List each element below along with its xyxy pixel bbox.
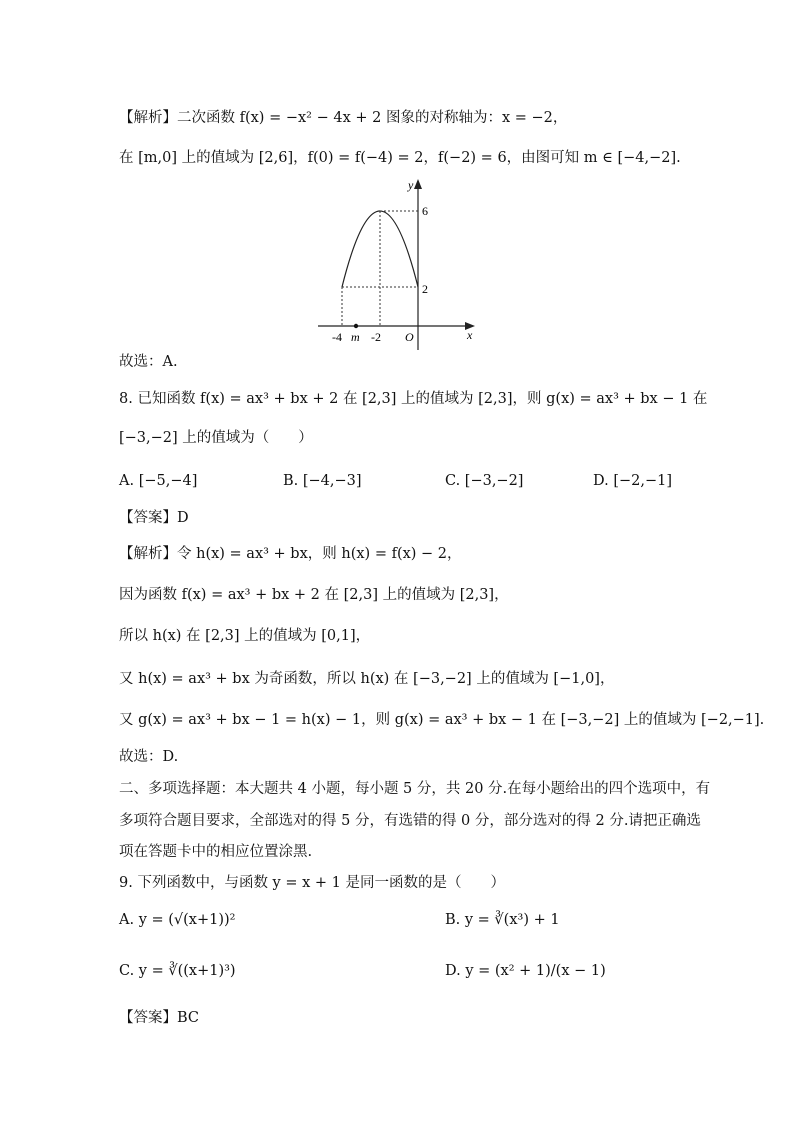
point-m [354,324,358,328]
q8-option-c: C. [−3,−2] [445,473,524,489]
parabola-graph [310,175,485,350]
q8-option-a: A. [−5,−4] [119,473,198,489]
q8-solution-1: 【解析】令 h(x) = ax³ + bx，则 h(x) = f(x) − 2， [119,546,462,562]
q9-answer: 【答案】BC [119,1010,200,1026]
origin-label: O [405,330,414,344]
solution-line-2: 在 [m,0] 上的值域为 [2,6]，f(0) = f(−4) = 2，f(−2) = 6，由图可知 m ∈ [−4,−2]. [119,150,681,166]
section-2-line-3: 项在答题卡中的相应位置涂黑. [119,844,313,860]
y-tick-2: 2 [422,282,428,296]
q9-option-d: D. y = (x² + 1)/(x − 1) [445,963,606,979]
q9-option-c: C. y = ∛((x+1)³) [119,963,236,979]
q8-option-d: D. [−2,−1] [593,473,672,489]
q8-solution-6: 故选：D. [119,749,179,765]
section-2-line-1: 二、多项选择题：本大题共 4 小题，每小题 5 分，共 20 分.在每小题给出的四个选项中，有 [119,781,711,797]
x-tick-m: m [351,330,360,344]
section-2-line-2: 多项符合题目要求，全部选对的得 5 分，有选错的得 0 分，部分选对的得 2 分.请把正确选 [119,813,701,829]
x-axis-label: x [467,328,473,342]
question-8-line-1: 8. 已知函数 f(x) = ax³ + bx + 2 在 [2,3] 上的值域为 [2,3]，则 g(x) = ax³ + bx − 1 在 [119,391,708,407]
question-8-line-2: [−3,−2] 上的值域为（ ） [119,430,313,446]
question-9: 9. 下列函数中，与函数 y = x + 1 是同一函数的是（ ） [119,875,505,891]
solution-line-1: 【解析】二次函数 f(x) = −x² − 4x + 2 图象的对称轴为：x = −2， [119,110,568,126]
y-axis-arrow [414,179,422,189]
q8-solution-3: 所以 h(x) 在 [2,3] 上的值域为 [0,1]， [119,628,371,644]
x-tick--4: -4 [332,330,342,344]
q8-solution-5: 又 g(x) = ax³ + bx − 1 = h(x) − 1，则 g(x) = ax³ + bx − 1 在 [−3,−2] 上的值域为 [−2,−1]. [119,712,765,728]
q8-option-b: B. [−4,−3] [283,473,362,489]
q8-solution-2: 因为函数 f(x) = ax³ + bx + 2 在 [2,3] 上的值域为 [2,3]， [119,587,509,603]
y-tick-6: 6 [422,204,428,218]
q8-answer: 【答案】D [119,510,189,526]
q9-option-b: B. y = ∛(x³) + 1 [445,912,560,928]
y-axis-label: y [408,178,414,192]
x-tick--2: -2 [371,330,381,344]
solution-conclusion: 故选：A. [119,354,178,370]
q8-solution-4: 又 h(x) = ax³ + bx 为奇函数，所以 h(x) 在 [−3,−2] 上的值域为 [−1,0]， [119,671,615,687]
q9-option-a: A. y = (√(x+1))² [119,912,236,928]
